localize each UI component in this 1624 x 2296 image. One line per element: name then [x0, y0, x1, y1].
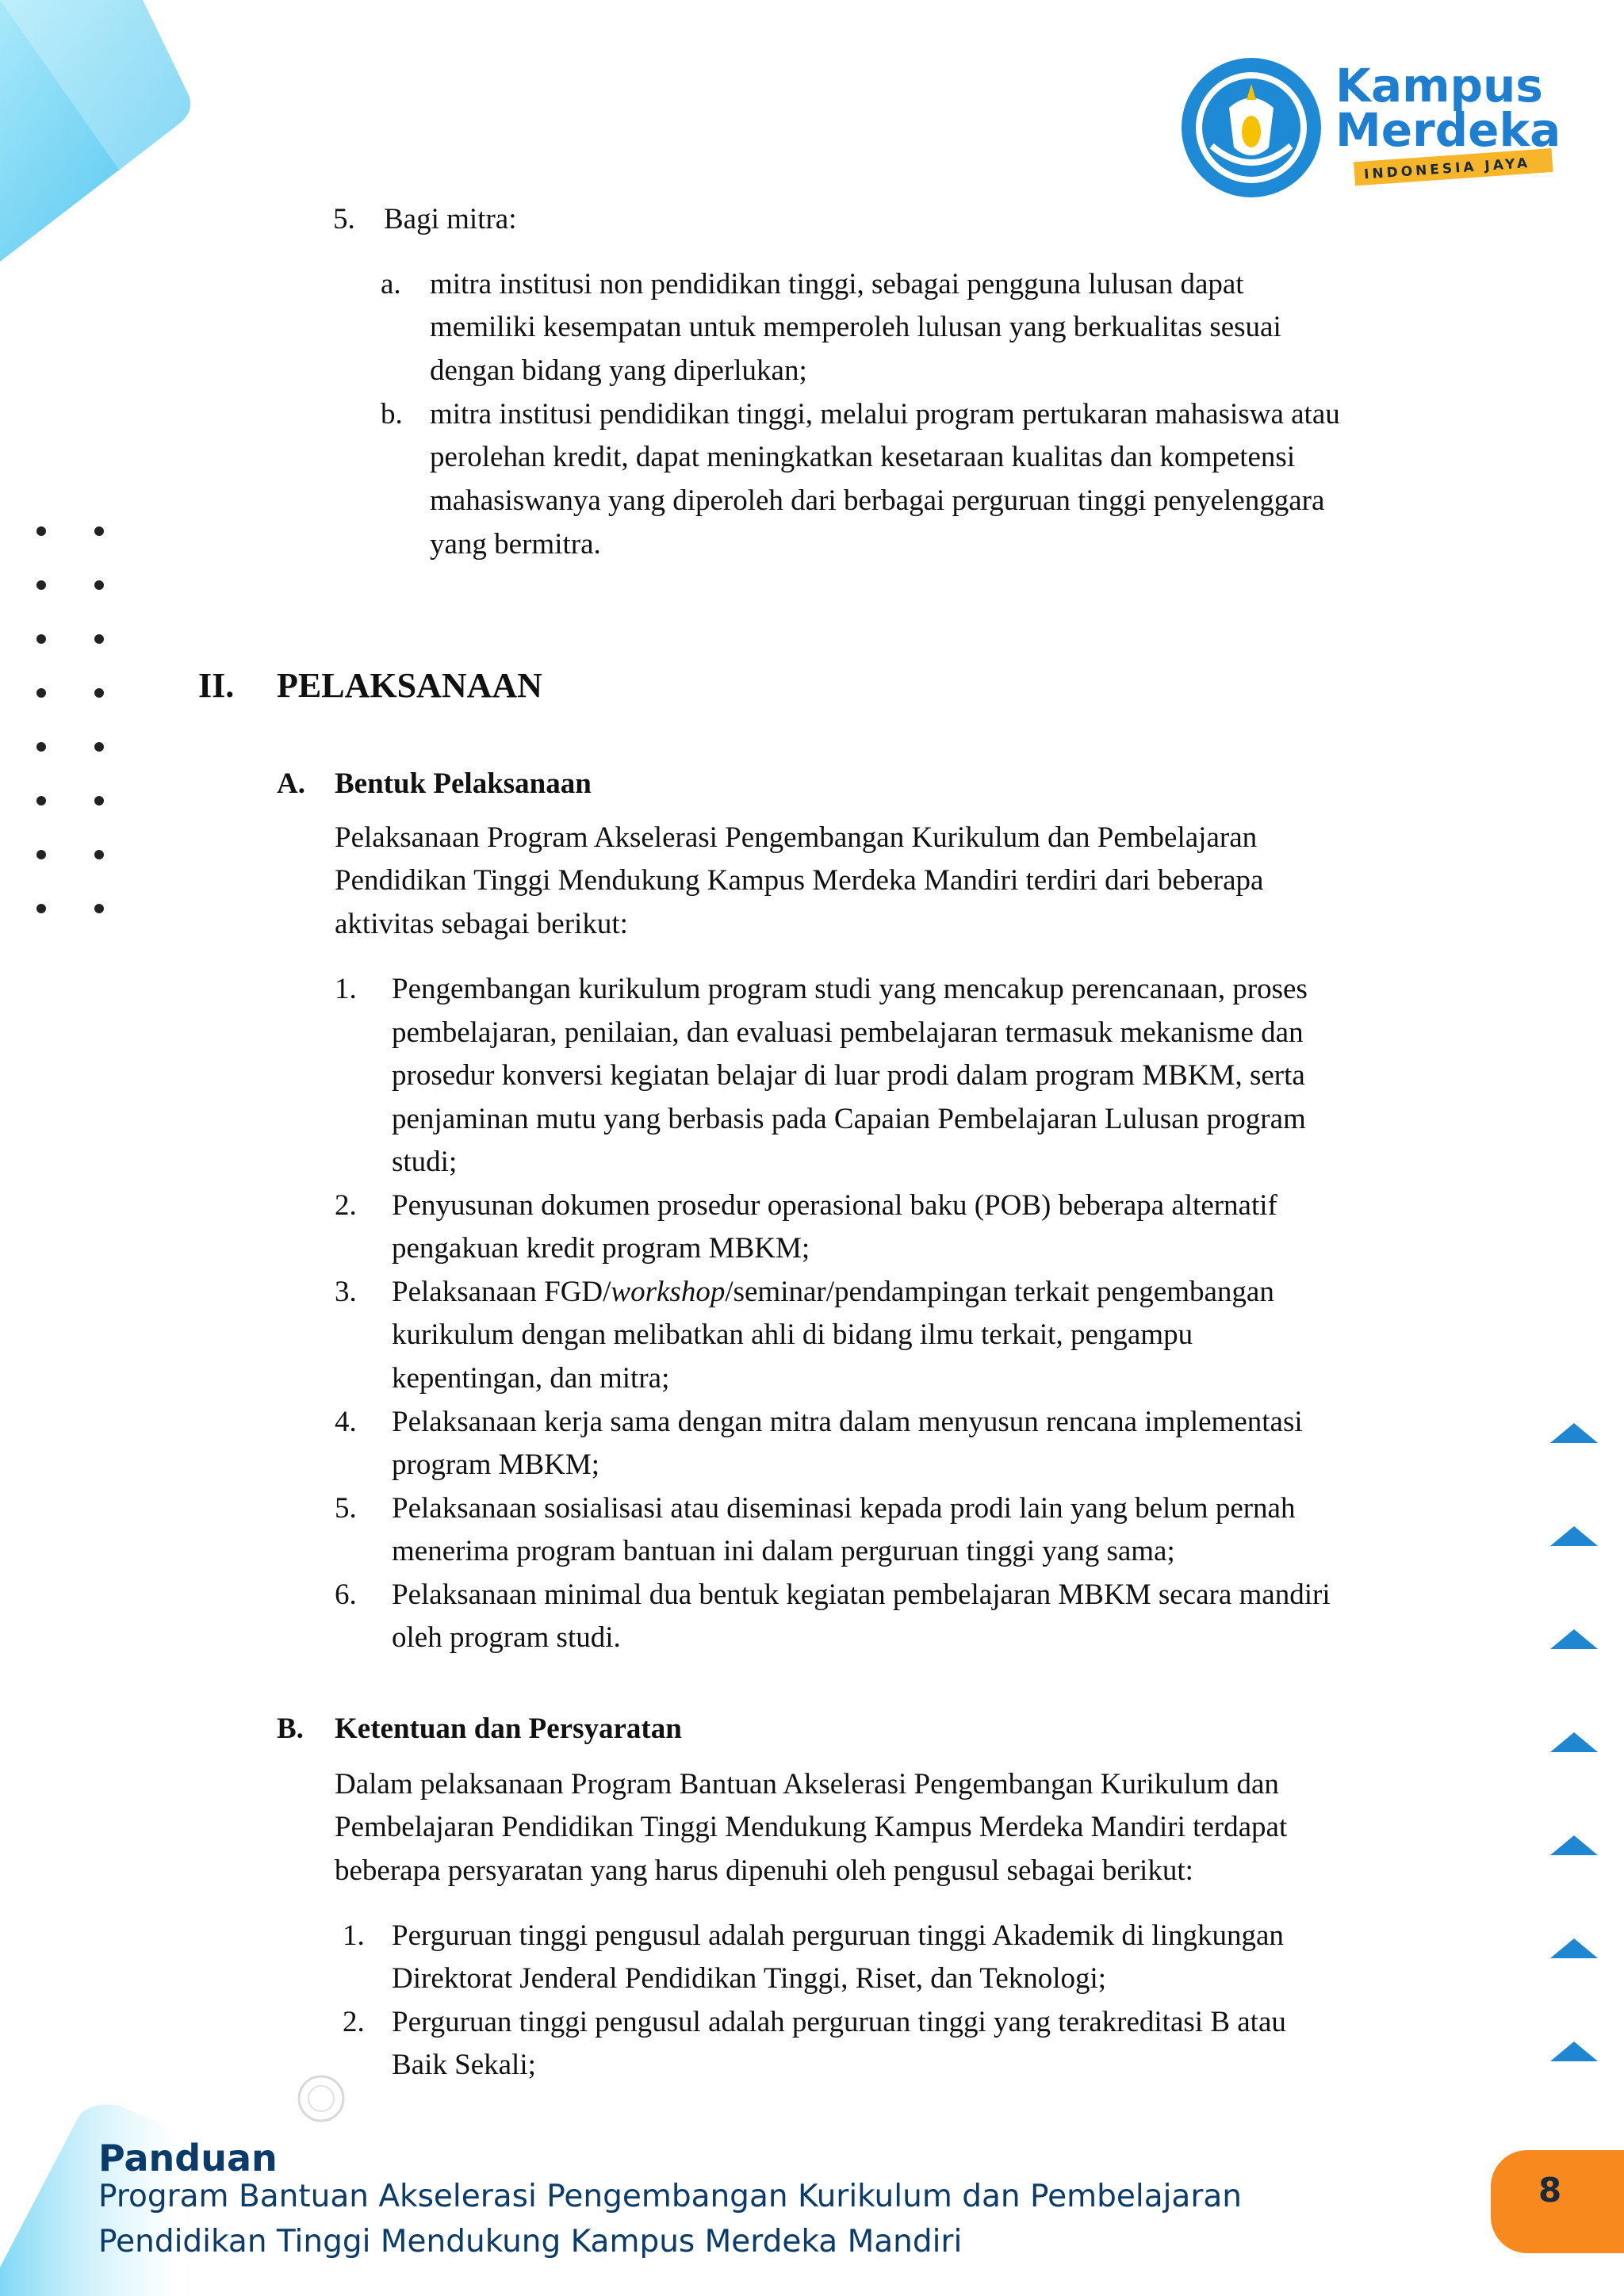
- item-a-line: memiliki kesempatan untuk memperoleh lulusan yang berkualitas sesuai: [430, 311, 1281, 343]
- sectionA-item-line: kepentingan, dan mitra;: [392, 1362, 670, 1395]
- brand-line2: Merdeka: [1335, 103, 1561, 157]
- chapter-title: PELAKSANAAN: [277, 666, 542, 705]
- sectionB-item-line: Perguruan tinggi pengusul adalah perguruan tinggi Akademik di lingkungan: [392, 1919, 1284, 1952]
- footer-subtitle-line2: Pendidikan Tinggi Mendukung Kampus Merdeka Mandiri: [98, 2224, 963, 2260]
- kampus-merdeka-logo: [1180, 52, 1576, 203]
- sectionA-item-line: oleh program studi.: [392, 1621, 621, 1654]
- sectionB-item-marker: 1.: [343, 1919, 365, 1952]
- sectionB-item-line: Direktorat Jenderal Pendidikan Tinggi, Riset, dan Teknologi;: [392, 1962, 1107, 1995]
- item-a-line: mitra institusi non pendidikan tinggi, sebagai pengguna lulusan dapat: [430, 268, 1244, 300]
- sectionA-title: Bentuk Pelaksanaan: [335, 767, 592, 800]
- sectionA-item-marker: 4.: [335, 1406, 357, 1438]
- footer-title: Panduan: [98, 2137, 278, 2179]
- sectionA-item-marker: 6.: [335, 1578, 357, 1611]
- brand-line1: Kampus: [1335, 59, 1543, 113]
- page-number: 8: [1538, 2171, 1562, 2210]
- sectionA-item-line: Pelaksanaan minimal dua bentuk kegiatan pembelajaran MBKM secara mandiri: [392, 1578, 1331, 1611]
- sectionA-intro-line: Pendidikan Tinggi Mendukung Kampus Merdeka Mandiri terdiri dari beberapa: [335, 864, 1264, 897]
- section5-number: 5.: [333, 203, 355, 235]
- item-b-line: mahasiswanya yang diperoleh dari berbagai perguruan tinggi penyelenggara: [430, 484, 1325, 517]
- sectionA-item-line: Pengembangan kurikulum program studi yang mencakup perencanaan, proses: [392, 973, 1308, 1005]
- italic-term: workshop: [611, 1276, 726, 1308]
- brand-tag: INDONESIA JAYA: [1363, 155, 1531, 183]
- sectionA-item-line: program MBKM;: [392, 1448, 600, 1481]
- sectionA-item-line: studi;: [392, 1146, 458, 1178]
- sectionB-intro-line: Pembelajaran Pendidikan Tinggi Mendukung Kampus Merdeka Mandiri terdapat: [335, 1811, 1288, 1843]
- text-segment: /seminar/pendampingan terkait pengembangan: [725, 1276, 1274, 1308]
- section5-title: Bagi mitra:: [384, 203, 517, 235]
- sectionB-intro-line: Dalam pelaksanaan Program Bantuan Akselerasi Pengembangan Kurikulum dan: [335, 1768, 1279, 1800]
- dot-pattern: [24, 519, 135, 932]
- sectionA-item-line: Penyusunan dokumen prosedur operasional baku (POB) beberapa alternatif: [392, 1189, 1277, 1222]
- sectionA-item-line: [392, 1271, 1431, 1314]
- sectionB-marker: B.: [277, 1712, 304, 1745]
- arrow-decoration: [1542, 1419, 1606, 2101]
- sectionA-marker: A.: [277, 767, 305, 800]
- sectionA-item-line: prosedur konversi kegiatan belajar di luar prodi dalam program MBKM, serta: [392, 1059, 1305, 1092]
- footer-subtitle-line1: Program Bantuan Akselerasi Pengembangan Kurikulum dan Pembelajaran: [98, 2179, 1242, 2214]
- sectionA-item-marker: 1.: [335, 973, 357, 1005]
- item-b-line: perolehan kredit, dapat meningkatkan kesetaraan kualitas dan kompetensi: [430, 441, 1296, 473]
- sectionB-item-line: Baik Sekali;: [392, 2049, 536, 2081]
- sectionA-item-marker: 5.: [335, 1492, 357, 1525]
- item-b-line: mitra institusi pendidikan tinggi, melalui program pertukaran mahasiswa atau: [430, 398, 1340, 430]
- sectionA-item-line: kurikulum dengan melibatkan ahli di bidang ilmu terkait, pengampu: [392, 1318, 1193, 1351]
- text-segment: Pelaksanaan FGD/: [392, 1276, 611, 1308]
- sectionA-item-marker: 2.: [335, 1189, 357, 1222]
- sectionA-item-marker: 3.: [335, 1276, 357, 1308]
- sectionA-item-line: pengakuan kredit program MBKM;: [392, 1232, 810, 1265]
- sectionB-title: Ketentuan dan Persyaratan: [335, 1712, 682, 1745]
- item-b-marker: b.: [381, 398, 403, 430]
- sectionA-item-line: penjaminan mutu yang berbasis pada Capaian Pembelajaran Lulusan program: [392, 1103, 1306, 1135]
- chapter-number: II.: [198, 666, 235, 705]
- sectionB-item-line: Perguruan tinggi pengusul adalah perguruan tinggi yang terakreditasi B atau: [392, 2006, 1286, 2038]
- sectionA-item-line: menerima program bantuan ini dalam perguruan tinggi yang sama;: [392, 1535, 1175, 1567]
- corner-decoration: [0, 0, 190, 270]
- sectionB-intro-line: beberapa persyaratan yang harus dipenuhi oleh pengusul sebagai berikut:: [335, 1854, 1193, 1887]
- item-b-line: yang bermitra.: [430, 528, 601, 561]
- item-a-marker: a.: [381, 268, 401, 300]
- sectionA-item-line: Pelaksanaan kerja sama dengan mitra dalam menyusun rencana implementasi: [392, 1406, 1303, 1438]
- sectionA-item-line: Pelaksanaan sosialisasi atau diseminasi kepada prodi lain yang belum pernah: [392, 1492, 1296, 1525]
- sectionA-intro-line: Pelaksanaan Program Akselerasi Pengembangan Kurikulum dan Pembelajaran: [335, 821, 1258, 854]
- sectionA-item-line: pembelajaran, penilaian, dan evaluasi pembelajaran termasuk mekanisme dan: [392, 1016, 1304, 1049]
- sectionB-item-marker: 2.: [343, 2006, 365, 2038]
- sectionA-intro-line: aktivitas sebagai berikut:: [335, 908, 628, 940]
- item-a-line: dengan bidang yang diperlukan;: [430, 354, 807, 387]
